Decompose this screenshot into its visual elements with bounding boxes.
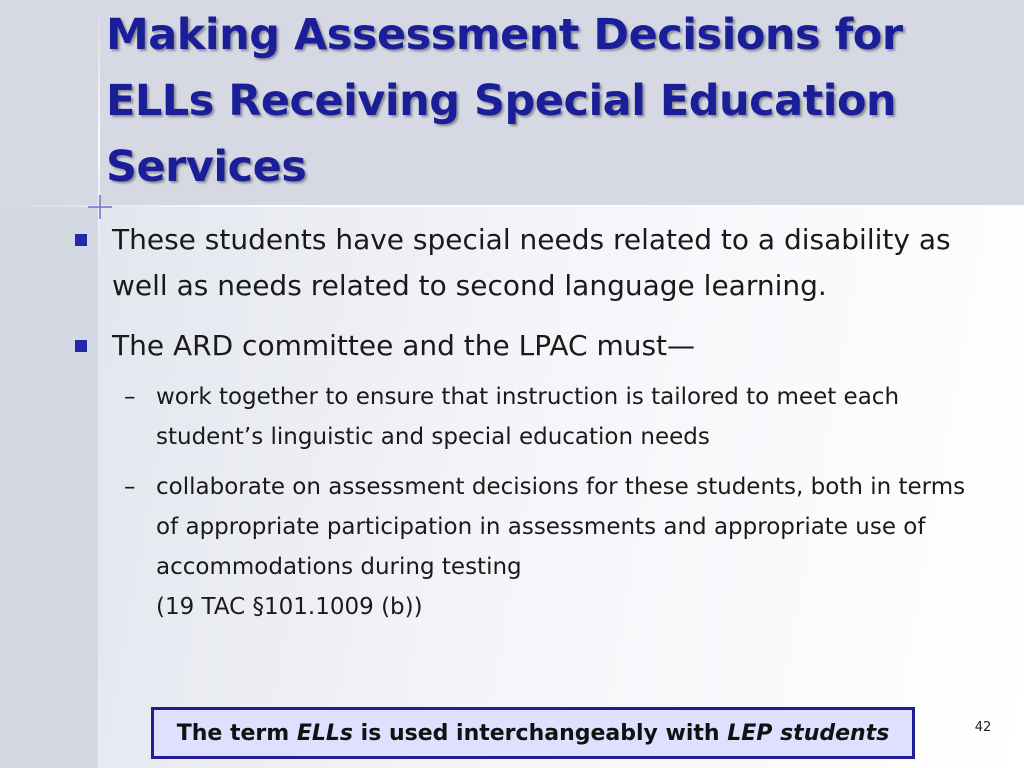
square-bullet-icon	[75, 340, 87, 352]
sub-bullet-item	[72, 377, 992, 457]
note-term-ells: ELLs	[296, 720, 353, 746]
horizontal-accent-line	[0, 205, 1024, 207]
sub-bullet-item	[72, 467, 992, 627]
square-bullet-icon	[75, 234, 87, 246]
bullet-text: These students have special needs related to a disability as well as needs related to second language learning.	[112, 223, 951, 302]
title-line-3: Services	[106, 142, 307, 192]
citation-text: (19 TAC §101.1009 (b))	[156, 594, 423, 620]
bullet-item	[72, 217, 992, 309]
title-line-1: Making Assessment Decisions for	[106, 10, 903, 60]
slide-title	[106, 2, 1006, 200]
bullet-text: The ARD committee and the LPAC must—	[112, 329, 696, 362]
bullet-item	[72, 323, 992, 369]
dash-icon: –	[124, 474, 136, 500]
note-text-2: is used interchangeably with	[353, 720, 728, 746]
bullet-list	[72, 217, 992, 627]
dash-icon: –	[124, 384, 136, 410]
sub-bullet-text: work together to ensure that instruction is tailored to meet each student’s linguistic and special education needs	[156, 384, 900, 450]
sub-bullet-text: collaborate on assessment decisions for these students, both in terms of appropriate participation in assessments and appropriate use of accommodations during testing	[156, 474, 966, 580]
note-term-lep: LEP students	[727, 720, 890, 746]
page-number: 42	[974, 720, 992, 735]
terminology-note-box	[151, 707, 915, 759]
note-text-1: The term	[176, 720, 297, 746]
title-line-2: ELLs Receiving Special Education	[106, 76, 897, 126]
